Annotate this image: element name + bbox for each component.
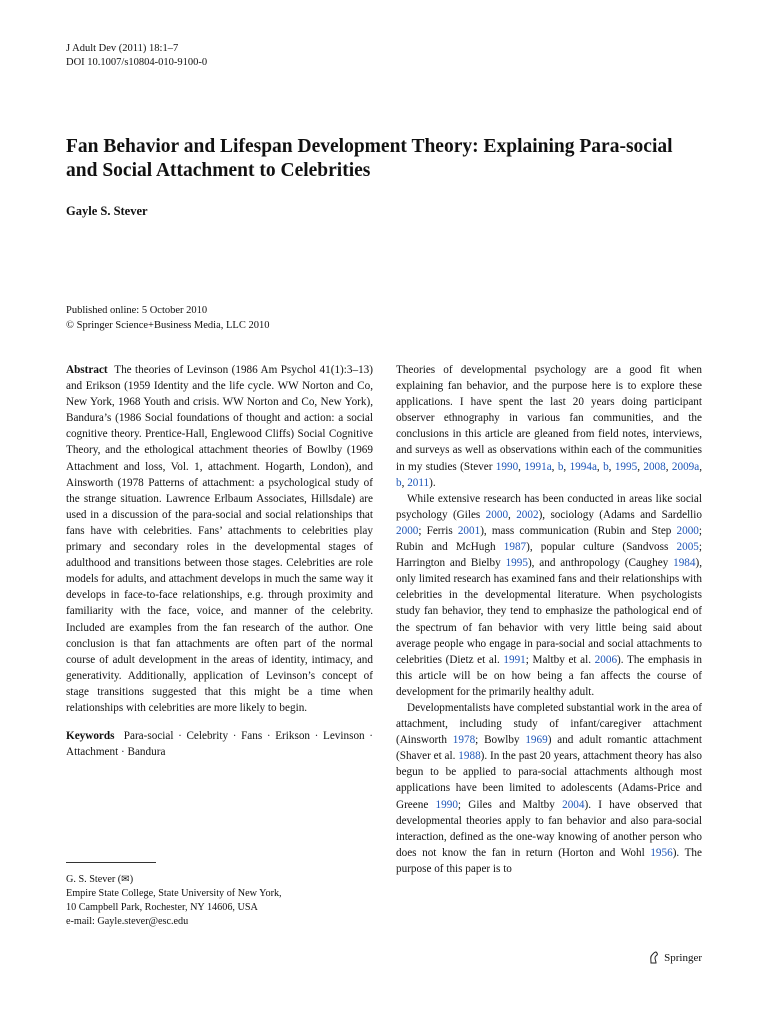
- body-paragraph-1: Theories of developmental psychology are a good fit when explaining fan behavior, and the purpose here is to explore these applications. I have spent the last 20 years doing participant observer ethnography in various fan communities, and the conclusions in this article are gleaned from field notes, interviews, and surveys as well as observations within each of the communities in my studies (Stever 1990, 1991a, b, 1994a, b, 1995, 2008, 2009a, b, 2011).: [396, 364, 703, 489]
- copyright-line: © Springer Science+Business Media, LLC 2010: [66, 320, 270, 331]
- journal-header: [66, 42, 207, 70]
- citation-link[interactable]: 2004: [562, 798, 585, 811]
- citation-link[interactable]: b: [603, 460, 609, 473]
- keywords-label: Keywords: [66, 730, 115, 743]
- citation-link[interactable]: 1990: [435, 798, 458, 811]
- citation-link[interactable]: 1988: [458, 750, 481, 763]
- citation-link[interactable]: 1994a: [569, 460, 597, 473]
- right-column: [396, 362, 702, 877]
- abstract-label: Abstract: [66, 364, 108, 376]
- left-column: [66, 362, 373, 760]
- publisher-name: Springer: [664, 951, 702, 964]
- citation-link[interactable]: 1995: [505, 557, 528, 570]
- citation-link[interactable]: 2001: [457, 524, 481, 537]
- citation-link[interactable]: 1991a: [524, 460, 552, 473]
- abstract-text: The theories of Levinson (1986 Am Psychol 41(1):3–13) and Erikson (1959 Identity and the life cycle. WW Norton and Co, New York, 1968 Youth and crisis. WW Norton and Co, New York), Bandura’s (1986 Social foundations of thought and action: a social cognitive theory. Prentice-Hall, Englewood Cliffs) Social Cognitive Theory, and the ethological attachment theories of Bowlby (1969 Attachment and loss, Vol. 1, attachment. Hogarth, London), and Ainsworth (1978 Patterns of attachment: a psychological study of the strange situation. Lawrence Erlbaum Associates, Hillsdale) are used in a discussion of the para-social and social relationships that fans have with celebrities. Fans’ attachments to celebrities play primary and secondary roles in the developmental stages of adulthood and transitions between those stages. Celebrities are role models for adults, and attachment develops in much the same way it develops in face-to-face relationships, e.g. through proximity and familiarity with the face, voice, and manner of the celebrity. Included are examples from the fan research of the author. One conclusion is that fan attachments are often part of the normal course of adult development in the areas of identity, intimacy, and generativity. Additionally, application of Levinson’s concept of stage transitions suggested that this might be a time when relationships with celebrities are more likely to begin.: [66, 364, 373, 714]
- correspondence-block: [66, 873, 282, 929]
- body-paragraph-2: While extensive research has been conducted in areas like social psychology (Giles 2000, 2002), sociology (Adams and Sardellio 2000; Ferris 2001), mass communication (Rubin and Step 2000; Rubin and McHugh 1987), popular culture (Sandvoss 2005; Harrington and Bielby 1995), and anthropology (Caughey 1984), only limited research has examined fans and their relationships with celebrities in the developmental literature. When psychologists study fan behavior, they tend to emphasize the pathological end of the spectrum of fan behavior with very little being said about average people who engage in para-social and social attachments to celebrities (Dietz et al. 1991; Maltby et al. 2006). The emphasis in this article will be on how being a fan affects the course of development for the primarily healthy adult.: [396, 492, 703, 698]
- citation-link[interactable]: 1978: [452, 734, 476, 747]
- keywords: [66, 728, 373, 760]
- keywords-text: Para-social · Celebrity · Fans · Erikson · Levinson · Attachment · Bandura: [66, 730, 373, 759]
- citation-link[interactable]: 2006: [594, 653, 618, 666]
- citation-link[interactable]: 1991: [503, 653, 526, 666]
- published-date: Published online: 5 October 2010: [66, 305, 208, 316]
- publisher-footer: [648, 951, 702, 964]
- citation-link[interactable]: 1995: [614, 460, 638, 473]
- institution: Empire State College, State University of New York,: [66, 888, 282, 899]
- email[interactable]: e-mail: Gayle.stever@esc.edu: [66, 916, 189, 927]
- citation-link[interactable]: 2000: [396, 524, 419, 537]
- citation-link[interactable]: 1987: [503, 541, 527, 554]
- citation-link[interactable]: 1956: [650, 846, 673, 859]
- publication-info: [66, 303, 269, 333]
- citation-link[interactable]: b: [557, 460, 564, 473]
- citation-link[interactable]: 1969: [525, 734, 548, 747]
- citation-link[interactable]: 1984: [673, 557, 696, 570]
- citation-link[interactable]: 2000: [485, 508, 509, 521]
- citation-link[interactable]: 2005: [676, 541, 699, 554]
- body-paragraph-3: Developmentalists have completed substantial work in the area of attachment, including study of infant/caregiver attachment (Ainsworth 1978; Bowlby 1969) and adult romantic attachment (Shaver et al. 1988). In the past 20 years, attachment theory has also begun to be applied to para-social attachments although most applications have been limited to adolescents (Adams-Price and Greene 1990; Giles and Maltby 2004). I have observed that developmental theories apply to fan behavior and also para-social interaction, defined as the one-way knowing of another person who does not know the fan in return (Horton and Wohl 1956). The purpose of this paper is to: [396, 701, 702, 875]
- doi[interactable]: DOI 10.1007/s10804-010-9100-0: [66, 57, 208, 68]
- footnote-divider: [66, 862, 156, 863]
- citation-link[interactable]: 2009a: [671, 460, 700, 473]
- citation-link[interactable]: 2000: [676, 524, 699, 537]
- citation-link[interactable]: 2008: [643, 460, 666, 473]
- address: 10 Campbell Park, Rochester, NY 14606, USA: [66, 902, 258, 913]
- springer-horse-icon: [648, 951, 660, 964]
- author-name: Gayle S. Stever: [66, 204, 148, 218]
- article-title: Fan Behavior and Lifespan Development Theory: Explaining Para-social and Social Attachment to Celebrities: [66, 136, 673, 181]
- citation-link[interactable]: 2002: [516, 508, 539, 521]
- corresponding-author: G. S. Stever (✉): [66, 874, 134, 885]
- citation-link[interactable]: b: [396, 476, 402, 489]
- citation-link[interactable]: 1990: [495, 460, 519, 473]
- abstract: [66, 362, 373, 716]
- citation-link[interactable]: 2011: [407, 476, 430, 489]
- journal-citation: J Adult Dev (2011) 18:1–7: [66, 43, 179, 54]
